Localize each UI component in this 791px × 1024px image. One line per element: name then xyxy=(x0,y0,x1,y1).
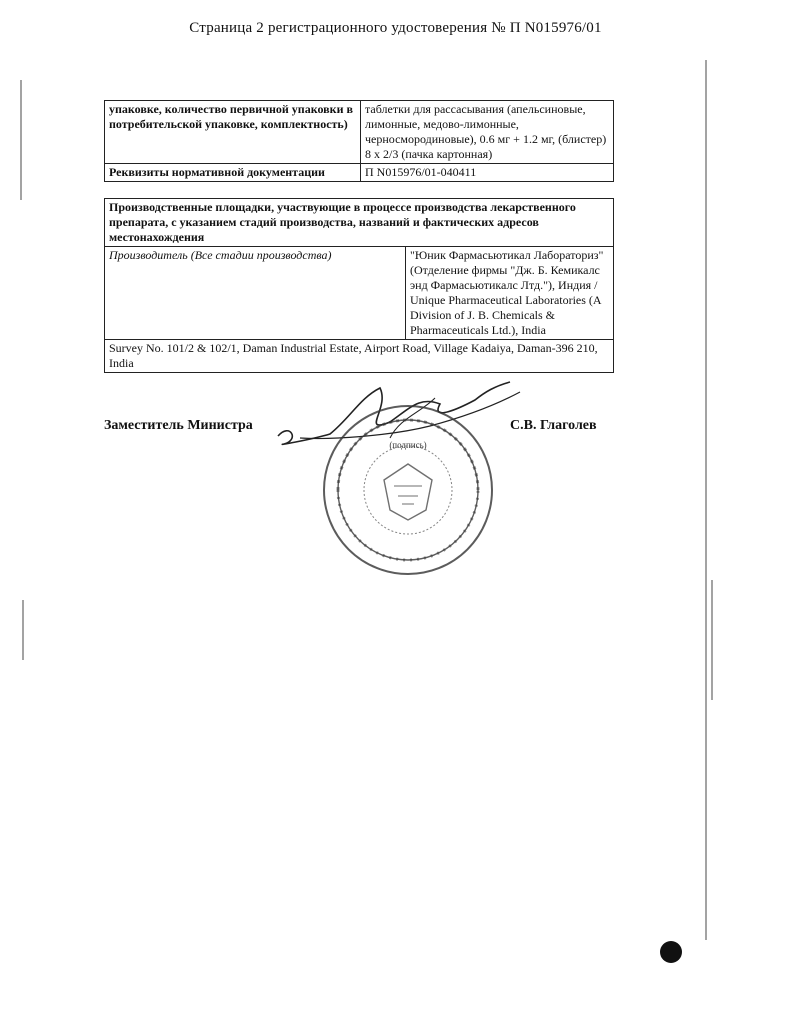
normative-docs-label: Реквизиты нормативной документации xyxy=(105,164,361,182)
page-header: Страница 2 регистрационного удостоверения № П N015976/01 xyxy=(189,20,602,36)
table-row xyxy=(105,199,614,247)
production-stage: Производитель (Все стадии производства) xyxy=(105,247,406,340)
table-row xyxy=(105,101,614,164)
scan-edge-mark xyxy=(711,580,713,700)
signatory-position: Заместитель Министра xyxy=(104,418,253,433)
manufacturer-address: Survey No. 101/2 & 102/1, Daman Industrial Estate, Airport Road, Village Kadaiya, Daman-396 210, India xyxy=(105,340,614,373)
official-stamp xyxy=(318,400,498,580)
packaging-label: упаковке, количество первичной упаковки в потребительской упаковке, комплектность) xyxy=(105,101,361,164)
scan-edge-mark xyxy=(705,60,707,940)
signatory-name: С.В. Глаголев xyxy=(510,418,597,433)
table-row xyxy=(105,340,614,373)
production-sites-table xyxy=(104,198,614,373)
packaging-value: таблетки для рассасывания (апельсиновые, лимонные, медово-лимонные, черносмородиновые), 0.6 мг + 1.2 мг, (блистер) 8 x 2/3 (пачка картонная) xyxy=(361,101,614,164)
production-sites-heading: Производственные площадки, участвующие в процессе производства лекарственного препарата, с указанием стадий производства, названий и фактических адресов местонахождения xyxy=(105,199,614,247)
scan-edge-mark xyxy=(20,80,22,200)
stamp-caption: (подпись) xyxy=(389,440,427,450)
punch-hole-mark xyxy=(660,941,682,963)
scan-edge-mark xyxy=(22,600,24,660)
normative-docs-value: П N015976/01-040411 xyxy=(361,164,614,182)
product-info-table xyxy=(104,100,614,182)
table-row xyxy=(105,164,614,182)
table-row xyxy=(105,247,614,340)
manufacturer-name: "Юник Фармасьютикал Лабораториз" (Отделение фирмы "Дж. Б. Кемикалс энд Фармасьютикалс Лтд."), Индия / Unique Pharmaceutical Laboratories (A Division of J. B. Chemicals & Pharmaceuticals Ltd.), India xyxy=(406,247,614,340)
